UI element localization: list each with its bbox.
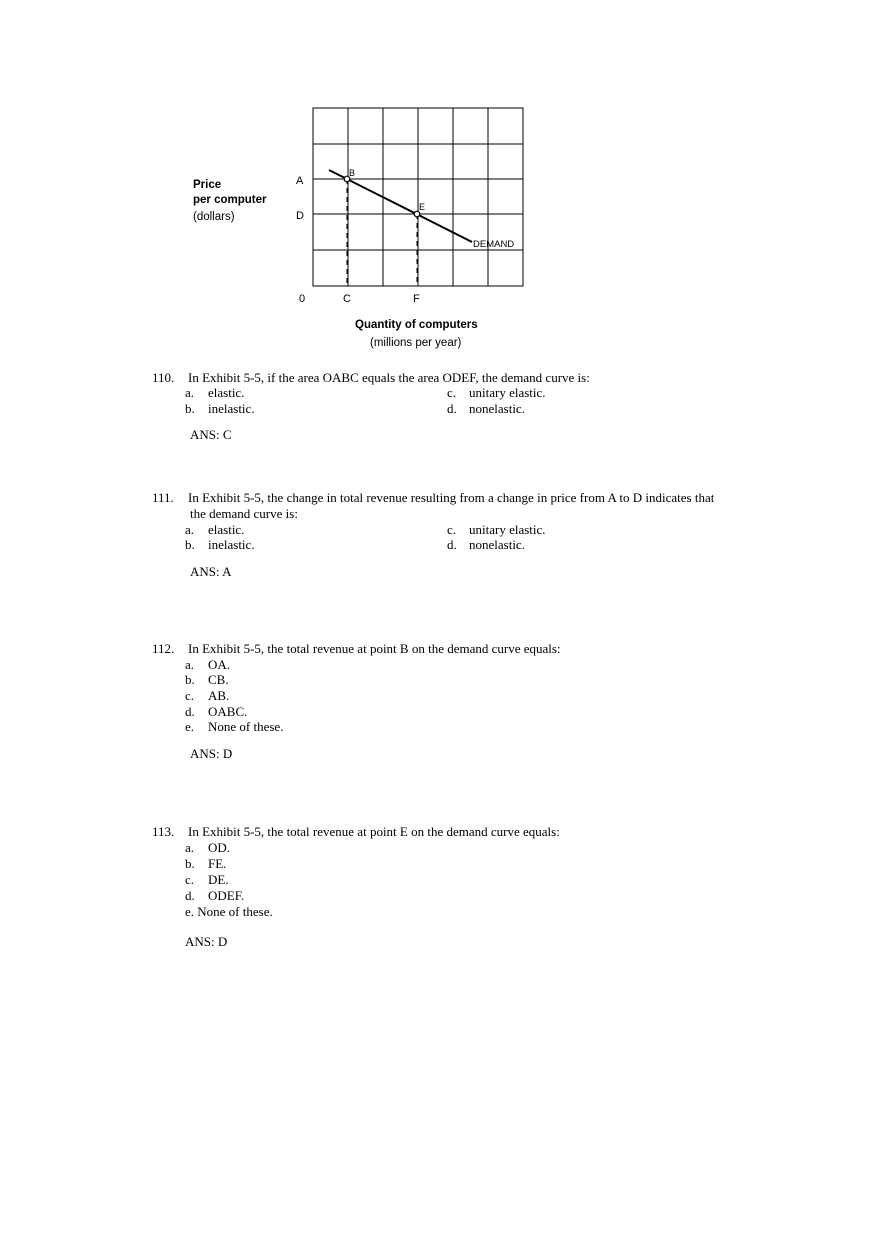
- question-111-text-line2: the demand curve is:: [190, 506, 298, 521]
- question-110-number: 110.: [152, 370, 175, 385]
- q110-option-a-text: elastic.: [208, 385, 245, 400]
- q113-option-c-text: DE.: [208, 872, 229, 887]
- grid: [313, 108, 523, 286]
- y-axis-title-line2: per computer: [193, 194, 267, 206]
- q110-option-d-letter: d.: [447, 401, 457, 416]
- q111-option-d-letter: d.: [447, 537, 457, 552]
- y-axis-units: (dollars): [193, 211, 235, 223]
- q113-answer: ANS: D: [185, 934, 228, 949]
- q112-option-a-letter: a.: [185, 657, 195, 672]
- q112-option-e-text: None of these.: [208, 719, 284, 734]
- q113-option-a-text: OD.: [208, 840, 231, 855]
- y-label-d: D: [296, 210, 304, 222]
- question-112-text: In Exhibit 5-5, the total revenue at point B on the demand curve equals:: [188, 641, 561, 656]
- x-axis-units: (millions per year): [370, 337, 462, 349]
- q113-option-d-letter: d.: [185, 888, 195, 903]
- x-label-c: C: [343, 293, 351, 305]
- y-label-a: A: [296, 175, 304, 187]
- question-113-text: In Exhibit 5-5, the total revenue at point E on the demand curve equals:: [188, 824, 560, 839]
- q111-option-b-text: inelastic.: [208, 537, 255, 552]
- q110-option-b-text: inelastic.: [208, 401, 255, 416]
- dashed-guides: [313, 179, 417, 286]
- q110-option-b-letter: b.: [185, 401, 195, 416]
- question-112-number: 112.: [152, 641, 175, 656]
- x-label-origin: 0: [299, 293, 306, 305]
- q112-option-d-letter: d.: [185, 704, 195, 719]
- q110-option-a-letter: a.: [185, 385, 195, 400]
- q110-answer: ANS: C: [190, 427, 232, 442]
- exhibit-5-5-figure: [180, 100, 540, 360]
- demand-label: DEMAND: [473, 239, 515, 250]
- q112-option-c-text: AB.: [208, 688, 230, 703]
- q113-option-d-text: ODEF.: [208, 888, 245, 903]
- y-axis-title-line1: Price: [193, 179, 222, 191]
- point-b-label: B: [349, 168, 356, 178]
- q112-option-b-text: CB.: [208, 672, 229, 687]
- q110-option-d-text: nonelastic.: [469, 401, 525, 416]
- q113-option-a-letter: a.: [185, 840, 195, 855]
- q112-option-a-text: OA.: [208, 657, 231, 672]
- q112-option-d-text: OABC.: [208, 704, 248, 719]
- q111-option-c-text: unitary elastic.: [469, 522, 546, 537]
- x-label-f: F: [413, 293, 420, 305]
- q111-option-d-text: nonelastic.: [469, 537, 525, 552]
- q111-option-a-text: elastic.: [208, 522, 245, 537]
- q113-option-b-text: FE.: [208, 856, 227, 871]
- q112-option-c-letter: c.: [185, 688, 195, 703]
- question-111-text-line1: In Exhibit 5-5, the change in total revenue resulting from a change in price from A to D indicates that: [188, 490, 715, 505]
- q113-option-c-letter: c.: [185, 872, 195, 887]
- q111-option-b-letter: b.: [185, 537, 195, 552]
- q112-answer: ANS: D: [190, 746, 233, 761]
- q111-option-a-letter: a.: [185, 522, 195, 537]
- q111-option-c-letter: c.: [447, 522, 457, 537]
- q111-answer: ANS: A: [190, 564, 232, 579]
- demand-curve: [329, 170, 472, 242]
- q112-option-e-letter: e.: [185, 719, 195, 734]
- question-110-text: In Exhibit 5-5, if the area OABC equals the area ODEF, the demand curve is:: [188, 370, 590, 385]
- x-axis-title: Quantity of computers: [355, 319, 478, 331]
- q113-option-b-letter: b.: [185, 856, 195, 871]
- q112-option-b-letter: b.: [185, 672, 195, 687]
- q113-option-e: e. None of these.: [185, 904, 273, 919]
- q110-option-c-letter: c.: [447, 385, 457, 400]
- point-e-marker: [414, 211, 420, 217]
- point-e-label: E: [419, 202, 426, 212]
- question-113-number: 113.: [152, 824, 175, 839]
- question-111-number: 111.: [152, 490, 174, 505]
- q110-option-c-text: unitary elastic.: [469, 385, 546, 400]
